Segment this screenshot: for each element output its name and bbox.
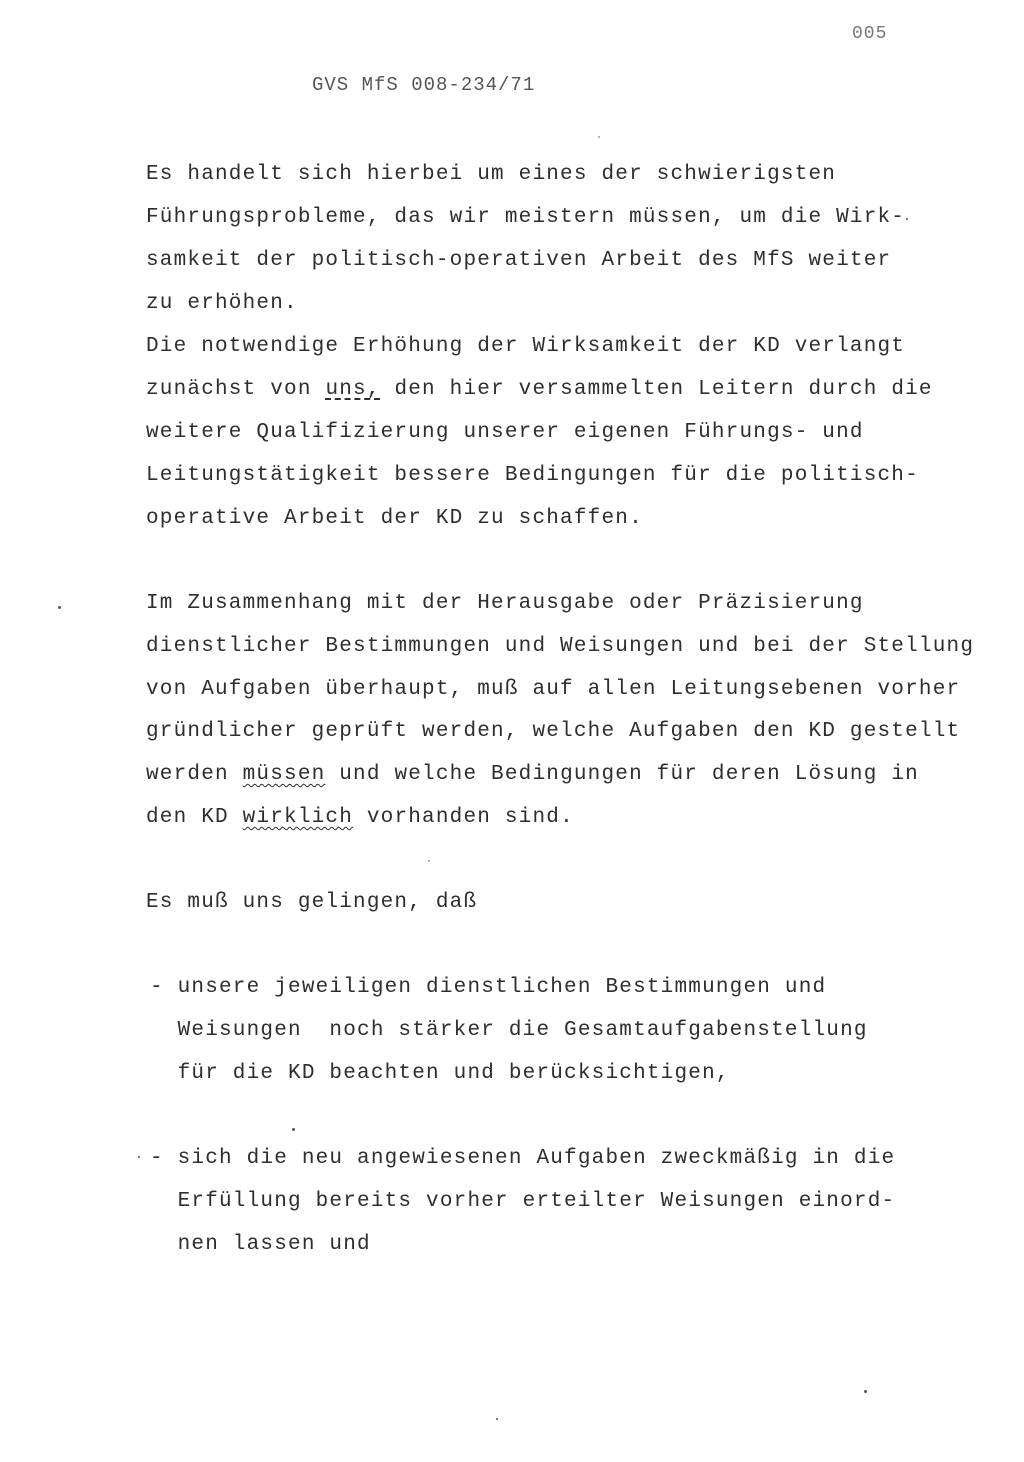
paragraph-line: Die notwendige Erhöhung der Wirksamkeit der KD verlangt — [146, 335, 906, 358]
text-segment: den hier versammelten Leitern durch die — [380, 378, 933, 401]
bullet-line: Weisungen noch stärker die Gesamtaufgabenstellung — [150, 1019, 868, 1042]
bullet-line: nen lassen und — [150, 1233, 371, 1256]
underlined-word: müssen — [242, 763, 326, 786]
paragraph-line: Es handelt sich hierbei um eines der schwierigsten — [146, 163, 837, 186]
paragraph-line: gründlicher geprüft werden, welche Aufgaben den KD gestellt — [146, 720, 961, 743]
paragraph-line: samkeit der politisch-operativen Arbeit des MfS weiter — [146, 249, 892, 272]
paragraph-line: operative Arbeit der KD zu schaffen. — [146, 507, 643, 530]
text-segment: und welche Bedingungen für deren Lösung in — [325, 763, 919, 786]
text-segment: werden — [146, 763, 243, 786]
paragraph-line: Führungsprobleme, das wir meistern müssen, um die Wirk- — [146, 206, 906, 229]
paragraph-line — [146, 807, 574, 828]
paragraph-line: Im Zusammenhang mit der Herausgabe oder Präzisierung — [146, 592, 864, 615]
paragraph-line: von Aufgaben überhaupt, muß auf allen Leitungsebenen vorher — [146, 678, 961, 701]
scan-speck — [598, 136, 600, 138]
text-segment: vorhanden sind. — [353, 806, 574, 829]
paragraph-line — [146, 764, 919, 785]
scan-speck — [906, 218, 908, 220]
paragraph-line: weitere Qualifizierung unserer eigenen Führungs- und — [146, 421, 864, 444]
bullet-line: - sich die neu angewiesenen Aufgaben zweckmäßig in die — [150, 1147, 896, 1170]
text-segment: den KD — [146, 806, 243, 829]
document-reference-header: GVS MfS 008-234/71 — [312, 74, 536, 96]
page-number: 005 — [852, 24, 888, 44]
scan-speck — [138, 1156, 140, 1158]
underlined-word: wirklich — [242, 806, 354, 829]
paragraph-line: Leitungstätigkeit bessere Bedingungen für die politisch- — [146, 464, 919, 487]
paragraph-line: dienstlicher Bestimmungen und Weisungen und bei der Stellung — [146, 635, 975, 658]
text-segment: zunächst von — [146, 378, 326, 401]
paragraph-line: zu erhöhen. — [146, 292, 298, 315]
scan-speck — [58, 606, 61, 609]
intro-line: Es muß uns gelingen, daß — [146, 891, 478, 914]
bullet-line: Erfüllung bereits vorher erteilter Weisungen einord- — [150, 1190, 896, 1213]
scan-speck — [496, 1418, 498, 1420]
paragraph-line — [146, 379, 933, 400]
underlined-word: uns, — [325, 378, 381, 401]
bullet-line: für die KD beachten und berücksichtigen, — [150, 1062, 730, 1085]
scan-speck — [428, 860, 430, 862]
scan-speck — [292, 1128, 295, 1131]
scan-speck — [864, 1390, 867, 1393]
bullet-line: - unsere jeweiligen dienstlichen Bestimmungen und — [150, 976, 827, 999]
